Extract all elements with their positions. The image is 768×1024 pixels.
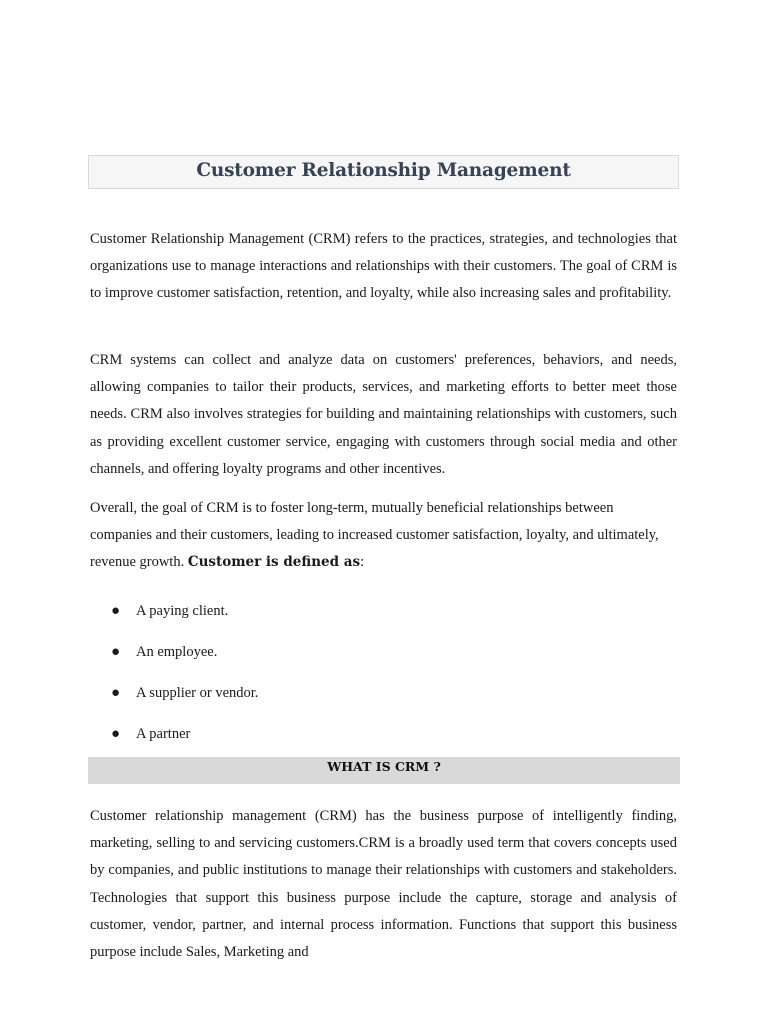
list-item <box>0 599 768 623</box>
bullet-icon: ● <box>111 644 121 660</box>
document-title: Customer Relationship Management <box>196 160 571 181</box>
what-is-crm-paragraph: Customer relationship management (CRM) has the business purpose of intelligently finding, marketing, selling to and servicing customers.CRM is a broadly used term that covers concepts used by companies, and public institutions to manage their relationships with customers and stakeholders. Technologies that support this business purpose include the capture, storage and analysis of customer, vendor, partner, and internal process information. Functions that support this business purpose include Sales, Marketing and <box>90 808 677 961</box>
section-heading: WHAT IS CRM ? <box>327 759 441 774</box>
list-item-text: A supplier or vendor. <box>136 685 259 701</box>
bullet-icon: ● <box>111 685 121 701</box>
section-heading-band <box>88 757 680 784</box>
list-item-text: A partner <box>136 726 191 742</box>
crm-systems-paragraph: CRM systems can collect and analyze data on customers' preferences, behaviors, and needs, allowing companies to tailor their products, services, and marketing efforts to better meet those needs. CRM also involves strategies for building and maintaining relationships with customers, such as providing excellent customer service, engaging with customers through social media and other channels, and offering loyalty programs and other incentives. <box>90 352 677 477</box>
definition-label: Customer is defined as <box>187 554 361 571</box>
list-item <box>0 640 768 664</box>
list-item <box>0 681 768 705</box>
list-item-text: A paying client. <box>136 603 229 619</box>
definition-suffix: : <box>360 554 365 571</box>
bullet-icon: ● <box>111 603 121 619</box>
overall-paragraph-text: Overall, the goal of CRM is to foster long-term, mutually beneficial relationships between companies and their customers, leading to increased customer satisfaction, loyalty, and ultimately, revenue growth. <box>90 500 659 571</box>
intro-paragraph: Customer Relationship Management (CRM) refers to the practices, strategies, and technologies that organizations use to manage interactions and relationships with their customers. The goal of CRM is to improve customer satisfaction, retention, and loyalty, while also increasing sales and profitability. <box>90 231 677 302</box>
overall-paragraph <box>90 495 677 577</box>
list-item-text: An employee. <box>136 644 218 660</box>
title-box <box>88 155 679 189</box>
bullet-icon: ● <box>111 726 121 742</box>
list-item <box>0 722 768 746</box>
